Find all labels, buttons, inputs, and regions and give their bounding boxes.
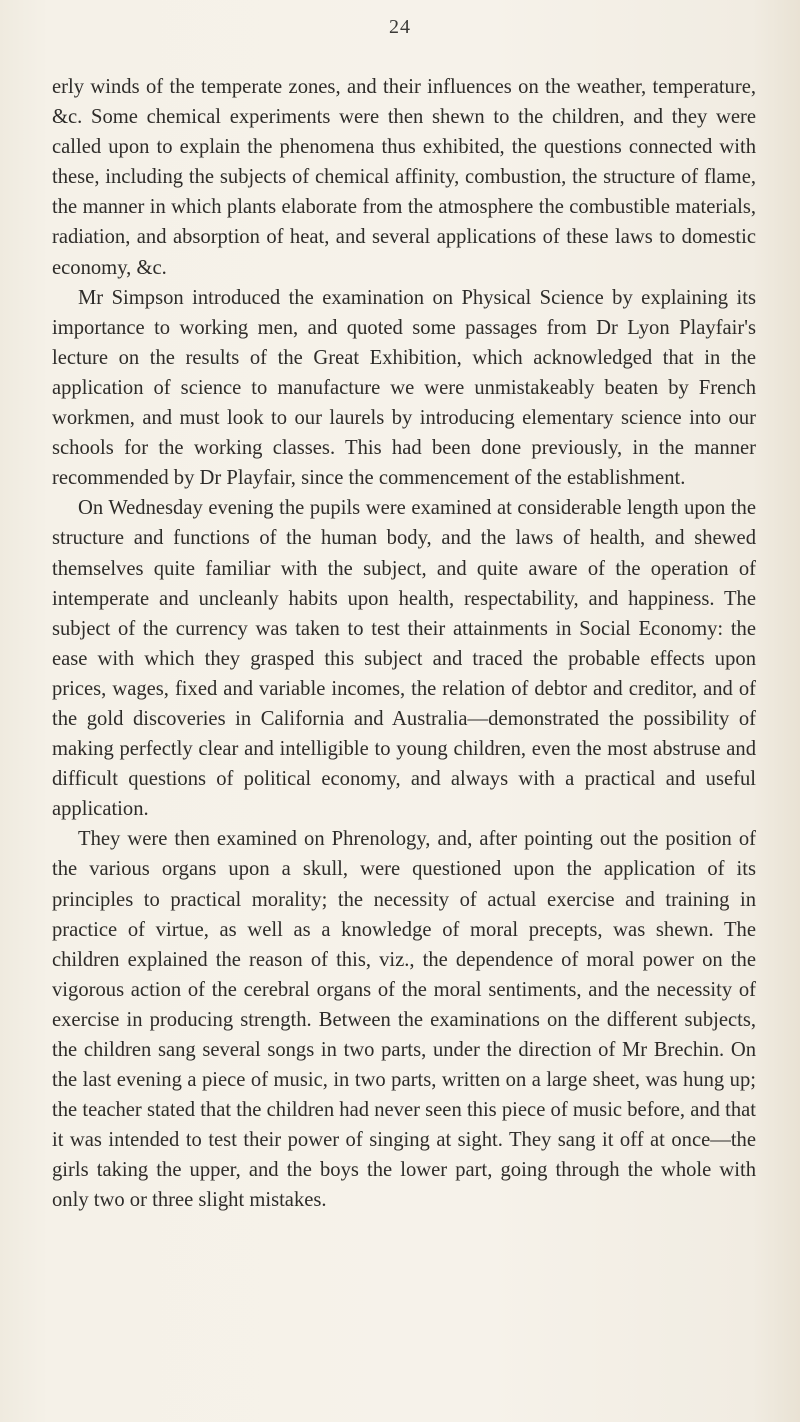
paragraph-physical-science: Mr Simpson introduced the examination on Physical Science by explaining its importance to working men, and quoted some passages from Dr Lyon Playfair's lecture on the results of the Great Exhibition, which acknowledged that in the application of science to manufacture we were unmistakeably beaten by French workmen, and must look to our laurels by introducing elementary science into our schools for the working classes. This had been done previously, in the manner recommended by Dr Playfair, since the commencement of the establishment. <box>52 286 756 490</box>
paragraph-wednesday-examination: On Wednesday evening the pupils were examined at considerable length upon the structure and functions of the human body, and the laws of health, and shewed themselves quite familiar with the subject, and quite aware of the operation of intemperate and uncleanly habits upon health, respectability, and happiness. The subject of the currency was taken to test their attainments in Social Economy: the ease with which they grasped this subject and traced the probable effects upon prices, wages, fixed and variable incomes, the relation of debtor and creditor, and of the gold discoveries in California and Australia—demonstrated the possibility of making perfectly clear and intelligible to young children, even the most abstruse and difficult questions of political economy, and always with a practical and useful application. <box>52 497 756 821</box>
paragraph-phrenology-music: They were then examined on Phrenology, and, after pointing out the position of the various organs upon a skull, were questioned upon the application of its principles to practical morality; the necessity of actual exercise and training in practice of virtue, as well as a knowledge of moral precepts, was shewn. The children explained the reason of this, viz., the dependence of moral power on the vigorous action of the cerebral organs of the moral sentiments, and the necessity of exercise in producing strength. Between the examinations on the different subjects, the children sang several songs in two parts, under the direction of Mr Brechin. On the last evening a piece of music, in two parts, written on a large sheet, was hung up; the teacher stated that the children had never seen this piece of music before, and that it was intended to test their power of singing at sight. They sang it off at once—the girls taking the upper, and the boys the lower part, going through the whole with only two or three slight mistakes. <box>52 828 756 1212</box>
body-text <box>52 72 756 1216</box>
paragraph-chemistry-continuation: erly winds of the temperate zones, and their influences on the weather, temperature, &c. Some chemical experiments were then shewn to the children, and they were called upon to explain the phenomena thus exhibited, the questions connected with these, including the subjects of chemical affinity, combustion, the structure of flame, the manner in which plants elaborate from the atmosphere the combustible materials, radiation, and absorption of heat, and several applications of these laws to domestic economy, &c. <box>52 76 756 279</box>
page-number: 24 <box>389 16 411 38</box>
